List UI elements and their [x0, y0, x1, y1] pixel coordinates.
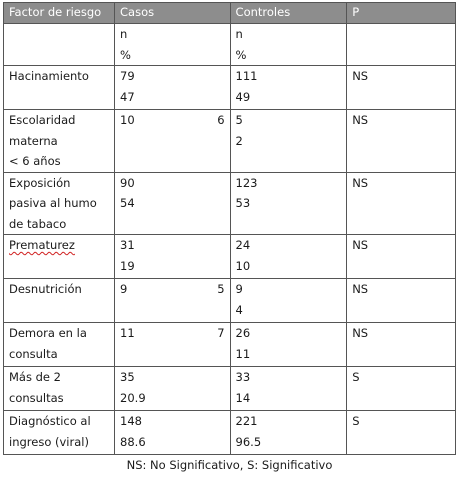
controles-n: 9	[235, 282, 243, 296]
factor-cell	[4, 279, 115, 323]
table-row	[4, 279, 456, 323]
p-cell: NS	[347, 66, 456, 110]
factor-line: Exposición	[9, 175, 71, 190]
table-row	[4, 235, 456, 279]
factor-line: Desnutrición	[9, 282, 82, 296]
factor-line: Más de 2	[9, 370, 61, 384]
table-row	[4, 110, 456, 173]
factor-cell	[4, 411, 115, 455]
subheader-n: n	[235, 27, 243, 41]
casos-cell	[115, 323, 231, 367]
controles-pct: 53	[235, 196, 251, 210]
controles-cell	[230, 172, 347, 235]
subheader-p-empty	[347, 24, 456, 66]
casos-cell	[115, 172, 231, 235]
casos-cell	[115, 110, 231, 173]
casos-pct: 5	[217, 282, 225, 296]
casos-n: 11	[120, 326, 135, 340]
controles-cell	[230, 367, 347, 411]
factor-line: Prematurez	[9, 238, 75, 252]
subheader-n: n	[120, 27, 128, 41]
factor-line: consultas	[9, 390, 64, 405]
controles-pct: 2	[235, 133, 243, 148]
p-cell: NS	[347, 110, 456, 173]
subheader-pct: %	[120, 47, 131, 62]
casos-pct: 54	[120, 196, 135, 210]
subheader-empty	[4, 24, 115, 66]
subheader-pct: %	[235, 47, 247, 62]
controles-n: 221	[235, 414, 258, 428]
risk-factor-table	[3, 2, 456, 455]
factor-line: de tabaco	[9, 216, 67, 231]
casos-pct: 88.6	[120, 434, 146, 449]
controles-pct: 4	[235, 302, 243, 317]
factor-line: Diagnóstico al	[9, 414, 91, 428]
casos-pct: 6	[217, 113, 225, 127]
controles-cell	[230, 235, 347, 279]
casos-n: 148	[120, 414, 142, 428]
controles-n: 123	[235, 175, 258, 190]
factor-line: materna	[9, 133, 58, 148]
factor-cell	[4, 172, 115, 235]
table-subheader-row	[4, 24, 456, 66]
controles-cell	[230, 66, 347, 110]
table-row	[4, 367, 456, 411]
casos-n: 10	[120, 113, 135, 127]
casos-n: 9	[120, 282, 128, 296]
factor-cell	[4, 235, 115, 279]
header-factor: Factor de riesgo	[4, 3, 115, 24]
header-p: P	[347, 3, 456, 24]
table-header-row	[4, 3, 456, 24]
controles-cell	[230, 110, 347, 173]
subheader-controles	[230, 24, 347, 66]
factor-cell	[4, 323, 115, 367]
controles-n: 33	[235, 370, 251, 384]
controles-n: 5	[235, 113, 243, 127]
casos-n: 35	[120, 370, 135, 384]
factor-cell	[4, 110, 115, 173]
header-casos: Casos	[115, 3, 231, 24]
casos-n: 31	[120, 238, 135, 252]
casos-n: 79	[120, 69, 135, 83]
factor-line: Demora en la	[9, 326, 87, 340]
controles-pct: 96.5	[235, 434, 262, 449]
controles-cell	[230, 323, 347, 367]
casos-cell	[115, 235, 231, 279]
factor-cell	[4, 66, 115, 110]
controles-pct: 11	[235, 346, 251, 361]
p-cell: NS	[347, 172, 456, 235]
factor-cell	[4, 367, 115, 411]
casos-pct: 47	[120, 89, 135, 104]
table-row	[4, 411, 456, 455]
controles-pct: 14	[235, 390, 251, 405]
factor-line: consulta	[9, 346, 58, 361]
casos-cell	[115, 279, 231, 323]
p-cell: NS	[347, 279, 456, 323]
casos-cell	[115, 411, 231, 455]
p-cell: S	[347, 367, 456, 411]
casos-n: 90	[120, 175, 135, 190]
controles-cell	[230, 279, 347, 323]
table-row	[4, 172, 456, 235]
controles-pct: 10	[235, 258, 251, 273]
factor-line: ingreso (viral)	[9, 434, 89, 449]
casos-cell	[115, 66, 231, 110]
casos-cell	[115, 367, 231, 411]
factor-line: < 6 años	[9, 154, 61, 168]
factor-line: pasiva al humo	[9, 196, 97, 210]
factor-line: Hacinamiento	[9, 69, 89, 83]
p-cell: NS	[347, 235, 456, 279]
table-footnote: NS: No Significativo, S: Significativo	[126, 458, 333, 472]
table-row	[4, 323, 456, 367]
controles-n: 24	[235, 238, 251, 252]
controles-n: 26	[235, 326, 251, 340]
controles-n: 111	[235, 69, 258, 83]
controles-pct: 49	[235, 89, 251, 104]
p-cell: S	[347, 411, 456, 455]
p-cell: NS	[347, 323, 456, 367]
casos-pct: 20.9	[120, 390, 146, 405]
controles-cell	[230, 411, 347, 455]
factor-line: Escolaridad	[9, 113, 76, 127]
table-row	[4, 66, 456, 110]
casos-pct: 7	[217, 326, 225, 340]
header-controles: Controles	[230, 3, 347, 24]
casos-pct: 19	[120, 258, 135, 273]
subheader-casos	[115, 24, 231, 66]
